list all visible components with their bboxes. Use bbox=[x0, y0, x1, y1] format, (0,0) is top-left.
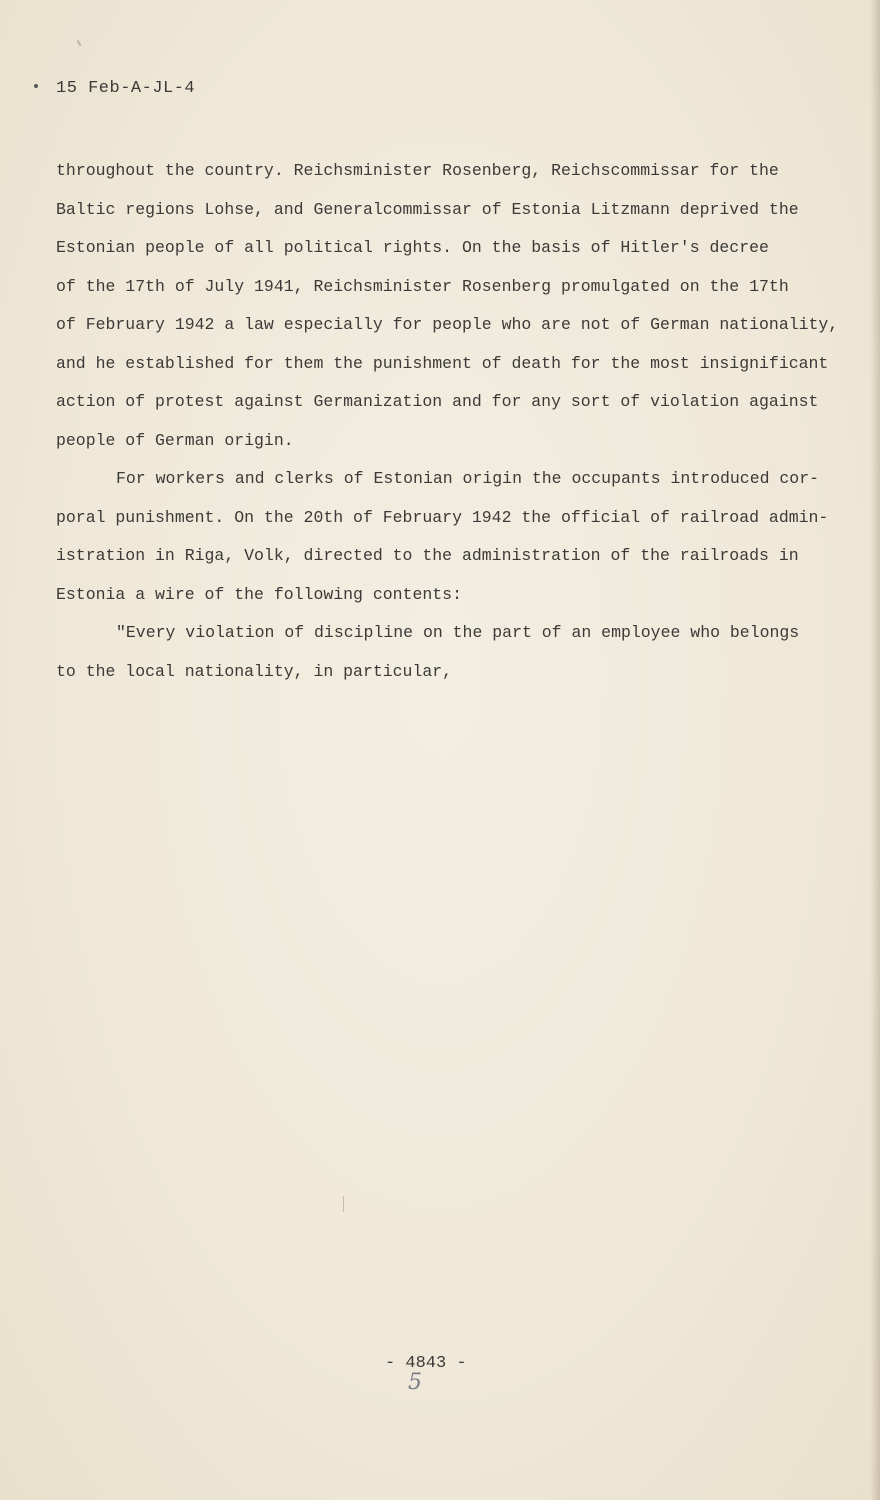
body-text bbox=[56, 156, 839, 695]
document-reference: 15 Feb-A-JL-4 bbox=[56, 79, 196, 98]
text-line: "Every violation of discipline on the part of an employee who belongs bbox=[116, 623, 800, 642]
text-line: of February 1942 a law especially for people who are not of German nationality, bbox=[56, 315, 839, 334]
page-edge-shadow bbox=[870, 0, 880, 1500]
stray-mark bbox=[77, 40, 82, 46]
text-line: throughout the country. Reichsminister Rosenberg, Reichscommissar for the bbox=[56, 161, 779, 180]
text-line: Estonian people of all political rights. On the basis of Hitler's decree bbox=[56, 238, 769, 257]
text-line: poral punishment. On the 20th of February 1942 the official of railroad admin- bbox=[56, 507, 829, 527]
text-line: Estonia a wire of the following contents: bbox=[56, 584, 462, 604]
text-line: istration in Riga, Volk, directed to the administration of the railroads in bbox=[56, 546, 799, 565]
text-line: Baltic regions Lohse, and Generalcommissar of Estonia Litzmann deprived the bbox=[56, 199, 799, 219]
text-line: of the 17th of July 1941, Reichsminister Rosenberg promulgated on the 17th bbox=[56, 276, 789, 296]
text-line: and he established for them the punishment of death for the most insignificant bbox=[56, 353, 829, 373]
text-line: to the local nationality, in particular, bbox=[56, 661, 453, 681]
text-line: people of German origin. bbox=[56, 430, 294, 450]
text-line: For workers and clerks of Estonian origin the occupants introduced cor- bbox=[116, 469, 820, 488]
bullet-mark bbox=[34, 84, 38, 88]
stray-line bbox=[343, 1196, 344, 1212]
text-line: action of protest against Germanization and for any sort of violation against bbox=[56, 392, 819, 411]
page-number: - 4843 - bbox=[385, 1354, 467, 1373]
handwritten-page-number: 5 bbox=[408, 1370, 422, 1395]
